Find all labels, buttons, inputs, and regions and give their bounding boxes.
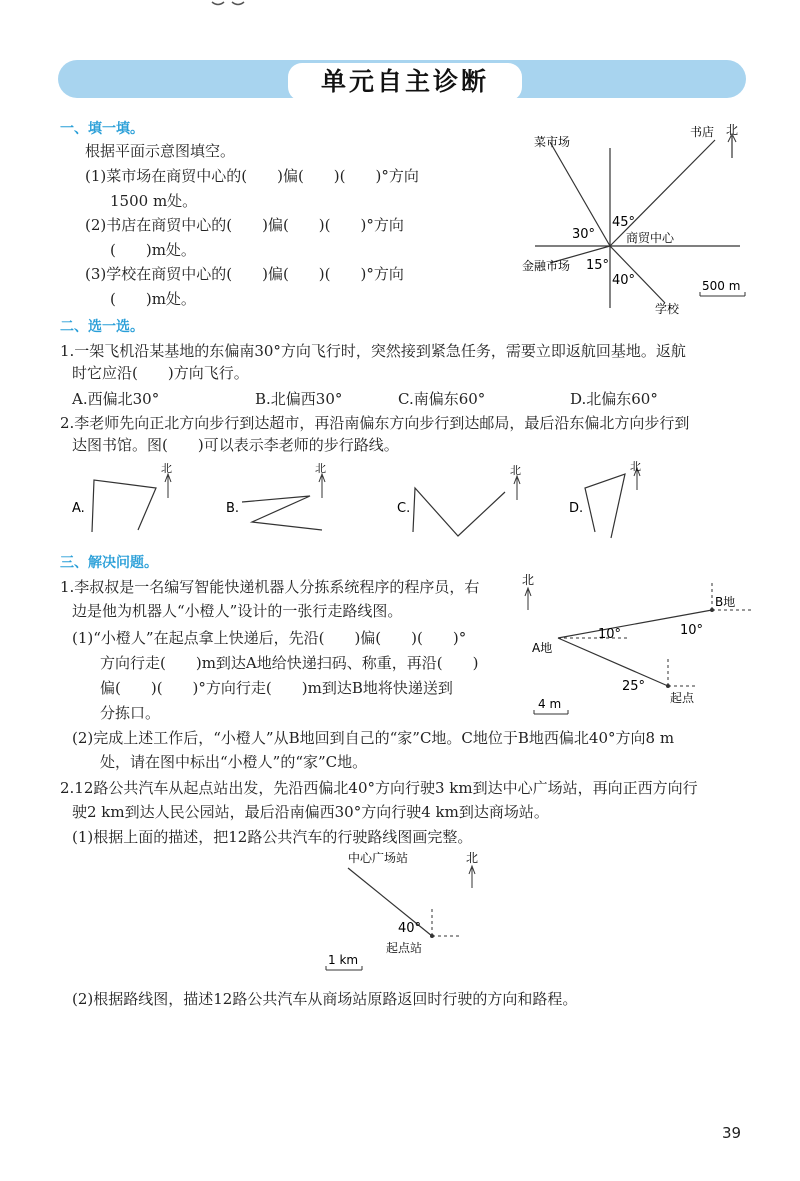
s1-q1-line2: 1500 m处。: [110, 192, 198, 210]
s3-p1-line2: 边是他为机器人“小橙人”设计的一张行走路线图。: [72, 602, 403, 620]
section1-heading: 一、填一填。: [60, 121, 144, 137]
route-figure-a: [68, 460, 198, 540]
s2-q2-line2: 达图书馆。图( )可以表示李老师的步行路线。: [72, 436, 399, 454]
s1-q1-line1: (1)菜市场在商贸中心的( )偏( )( )°方向: [85, 167, 419, 185]
s2-q1-option-c: C.南偏东60°: [398, 390, 486, 408]
s2-q1-option-d: D.北偏东60°: [570, 390, 658, 408]
bus-map-scale: 1 km: [328, 953, 359, 967]
s3-p1-q1-line1: (1)“小橙人”在起点拿上快递后，先沿( )偏( )( )°: [72, 629, 467, 647]
page-title: 单元自主诊断: [288, 63, 522, 101]
s1-q3-line1: (3)学校在商贸中心的( )偏( )( )°方向: [85, 265, 404, 283]
fig-a-north: 北: [161, 462, 172, 475]
robot-line-start-to-a: [558, 638, 668, 686]
s3-p1-q1-line3: 偏( )( )°方向行走( )m到达B地将快递送到: [100, 679, 453, 697]
top-edge-mark: [210, 0, 250, 8]
s3-p1-q1-line4: 分拣口。: [100, 704, 161, 722]
robot-map-start: 起点: [670, 691, 695, 705]
fig-b-label: B.: [226, 501, 240, 516]
map-angle-45: 45°: [612, 215, 636, 230]
fig-c-label: C.: [397, 501, 411, 516]
robot-route-figure: [520, 570, 760, 720]
s3-p1-q2-line2: 处，请在图中标出“小橙人”的“家”C地。: [100, 753, 368, 771]
s1-q2-line1: (2)书店在商贸中心的( )偏( )( )°方向: [85, 216, 404, 234]
section3-heading: 三、解决问题。: [60, 555, 158, 571]
map-label-bookstore: 书店: [690, 125, 715, 139]
s2-q1-option-a: A.西偏北30°: [72, 390, 160, 408]
map-angle-40: 40°: [612, 273, 636, 288]
s3-p1-q2-line1: (2)完成上述工作后，“小橙人”从B地回到自己的“家”C地。C地位于B地西偏北40°方向8 m: [72, 729, 675, 747]
fig-b-north: 北: [315, 462, 326, 475]
robot-map-angle10b: 10°: [680, 623, 704, 638]
map-label-center: 商贸中心: [626, 231, 675, 245]
s3-p2-q2: (2)根据路线图，描述12路公共汽车从商场站原路返回时行驶的方向和路程。: [72, 990, 578, 1008]
route-figure-d: [565, 460, 685, 540]
s2-q1-line2: 时它应沿( )方向飞行。: [72, 364, 249, 382]
map-label-market: 菜市场: [534, 135, 571, 149]
s1-q3-line2: ( )m处。: [110, 290, 196, 308]
s1-q2-line2: ( )m处。: [110, 241, 196, 259]
s3-p1-q1-line2: 方向行走( )m到达A地给快递扫码、称重，再沿( ): [100, 654, 479, 672]
robot-map-angle10a: 10°: [598, 627, 622, 642]
bus-map-north: 北: [466, 851, 479, 865]
robot-map-b: B地: [715, 595, 736, 609]
robot-map-a: A地: [532, 641, 553, 655]
bus-map-angle40: 40°: [398, 921, 422, 936]
map-angle-15: 15°: [586, 258, 610, 273]
robot-map-scale: 4 m: [538, 697, 562, 711]
s2-q1-option-b: B.北偏西30°: [255, 390, 343, 408]
section2-heading: 二、选一选。: [60, 319, 144, 335]
bus-map-center: 中心广场站: [348, 851, 409, 865]
page-number: 39: [722, 1124, 742, 1142]
s2-q1-line1: 1.一架飞机沿某基地的东偏南30°方向飞行时，突然接到紧急任务，需要立即返航回基地。返航: [60, 342, 686, 360]
map-scale-label: 500 m: [702, 279, 741, 293]
city-map-figure: [510, 118, 750, 318]
bus-route-figure: [320, 848, 500, 976]
s3-p2-q1: (1)根据上面的描述，把12路公共汽车的行驶路线图画完整。: [72, 828, 473, 846]
section1-intro: 根据平面示意图填空。: [85, 142, 236, 160]
s2-q2-line1: 2.李老师先向正北方向步行到达超市，再沿南偏东方向步行到达邮局，最后沿东偏北方向步行到: [60, 414, 690, 432]
route-figure-b: [222, 460, 352, 540]
map-label-school: 学校: [655, 302, 680, 316]
s3-p1-line1: 1.李叔叔是一名编写智能快递机器人分拣系统程序的程序员，右: [60, 578, 480, 596]
map-label-finance: 金融市场: [522, 259, 571, 273]
bus-map-start: 起点站: [386, 941, 423, 955]
map-label-north: 北: [726, 123, 739, 137]
s3-p2-line1: 2.12路公共汽车从起点站出发，先沿西偏北40°方向行驶3 km到达中心广场站，再向正西方向行: [60, 779, 698, 797]
fig-a-label: A.: [72, 501, 85, 516]
s3-p2-line2: 驶2 km到达人民公园站，最后沿南偏西30°方向行驶4 km到达商场站。: [72, 803, 549, 821]
fig-d-north: 北: [630, 460, 641, 473]
fig-c-north: 北: [510, 464, 521, 477]
route-figure-c: [393, 460, 533, 540]
robot-map-north: 北: [522, 573, 535, 587]
robot-map-angle25: 25°: [622, 679, 646, 694]
map-angle-30: 30°: [572, 227, 596, 242]
fig-d-label: D.: [569, 501, 584, 516]
